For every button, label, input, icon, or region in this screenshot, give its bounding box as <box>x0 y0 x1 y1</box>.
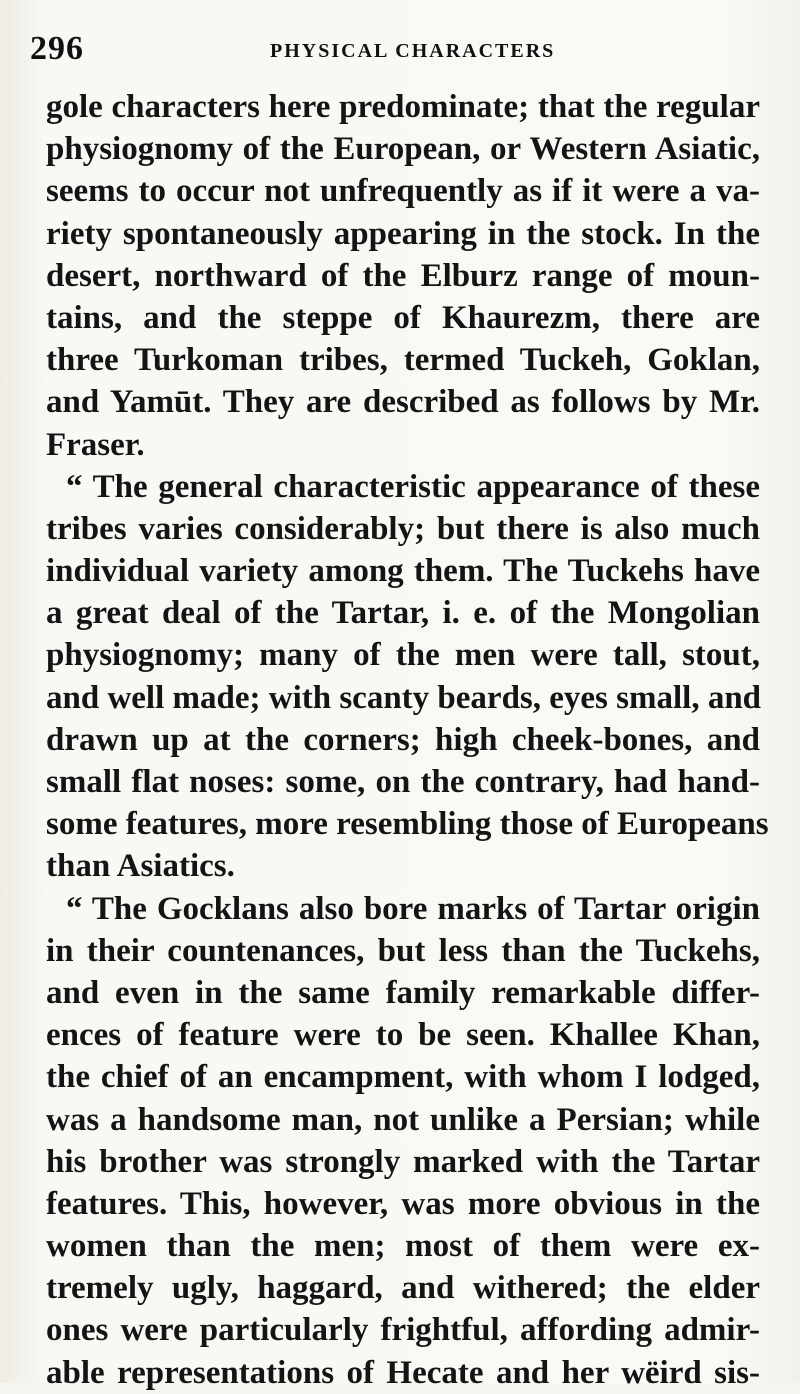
text-line: physiognomy; many of the men were tall, stout, <box>46 637 760 674</box>
running-head <box>30 30 770 70</box>
running-title: PHYSICAL CHARACTERS <box>270 40 556 62</box>
text-line: seems to occur not unfrequently as if it were a va- <box>46 173 760 210</box>
text-line: gole characters here predominate; that the regular <box>46 89 760 125</box>
text-line: tains, and the steppe of Khaurezm, there are <box>46 299 760 336</box>
text-line: three Turkoman tribes, termed Tuckeh, Goklan, <box>46 342 760 379</box>
text-line: was a handsome man, not unlike a Persian; while <box>46 1101 760 1138</box>
text-line: “ The Gocklans also bore marks of Tartar origin <box>66 890 760 927</box>
text-line: in their countenances, but less than the Tuckehs, <box>46 932 760 969</box>
text-line: and Yamūt. They are described as follows by Mr. <box>46 384 760 421</box>
text-line: “ The general characteristic appearance of these <box>66 468 760 505</box>
text-line: small flat noses: some, on the contrary, had hand- <box>46 764 760 800</box>
text-line: a great deal of the Tartar, i. e. of the Mongolian <box>46 595 760 632</box>
text-line: able representations of Hecate and her wëird sis- <box>46 1354 760 1391</box>
text-line: riety spontaneously appearing in the stock. In the <box>46 215 760 252</box>
text-line: tremely ugly, haggard, and withered; the elder <box>46 1270 760 1307</box>
text-line: Fraser. <box>46 426 145 463</box>
text-line: the chief of an encampment, with whom I lodged, <box>46 1059 760 1096</box>
body-text <box>46 86 769 1394</box>
text-line: and well made; with scanty beards, eyes small, and <box>46 679 762 716</box>
text-line: his brother was strongly marked with the Tartar <box>46 1143 760 1180</box>
text-line: features. This, however, was more obvious in the <box>46 1185 760 1222</box>
text-line: and even in the same family remarkable differ- <box>46 974 760 1011</box>
text-line: individual variety among them. The Tuckehs have <box>46 553 760 590</box>
text-line: desert, northward of the Elburz range of moun- <box>46 257 760 294</box>
text-line: women than the men; most of them were ex- <box>46 1228 760 1265</box>
text-line: ences of feature were to be seen. Khallee Khan, <box>46 1017 760 1054</box>
text-line: tribes varies considerably; but there is also much <box>46 510 760 547</box>
text-line: drawn up at the corners; high cheek-bones, and <box>46 721 760 758</box>
page-number: 296 <box>30 30 84 67</box>
text-line: physiognomy of the European, or Western Asiatic, <box>46 131 760 168</box>
text-line: ones were particularly frightful, affording admir- <box>46 1312 760 1349</box>
text-line: than Asiatics. <box>46 848 235 885</box>
text-line: some features, more resembling those of Europeans <box>46 806 769 843</box>
